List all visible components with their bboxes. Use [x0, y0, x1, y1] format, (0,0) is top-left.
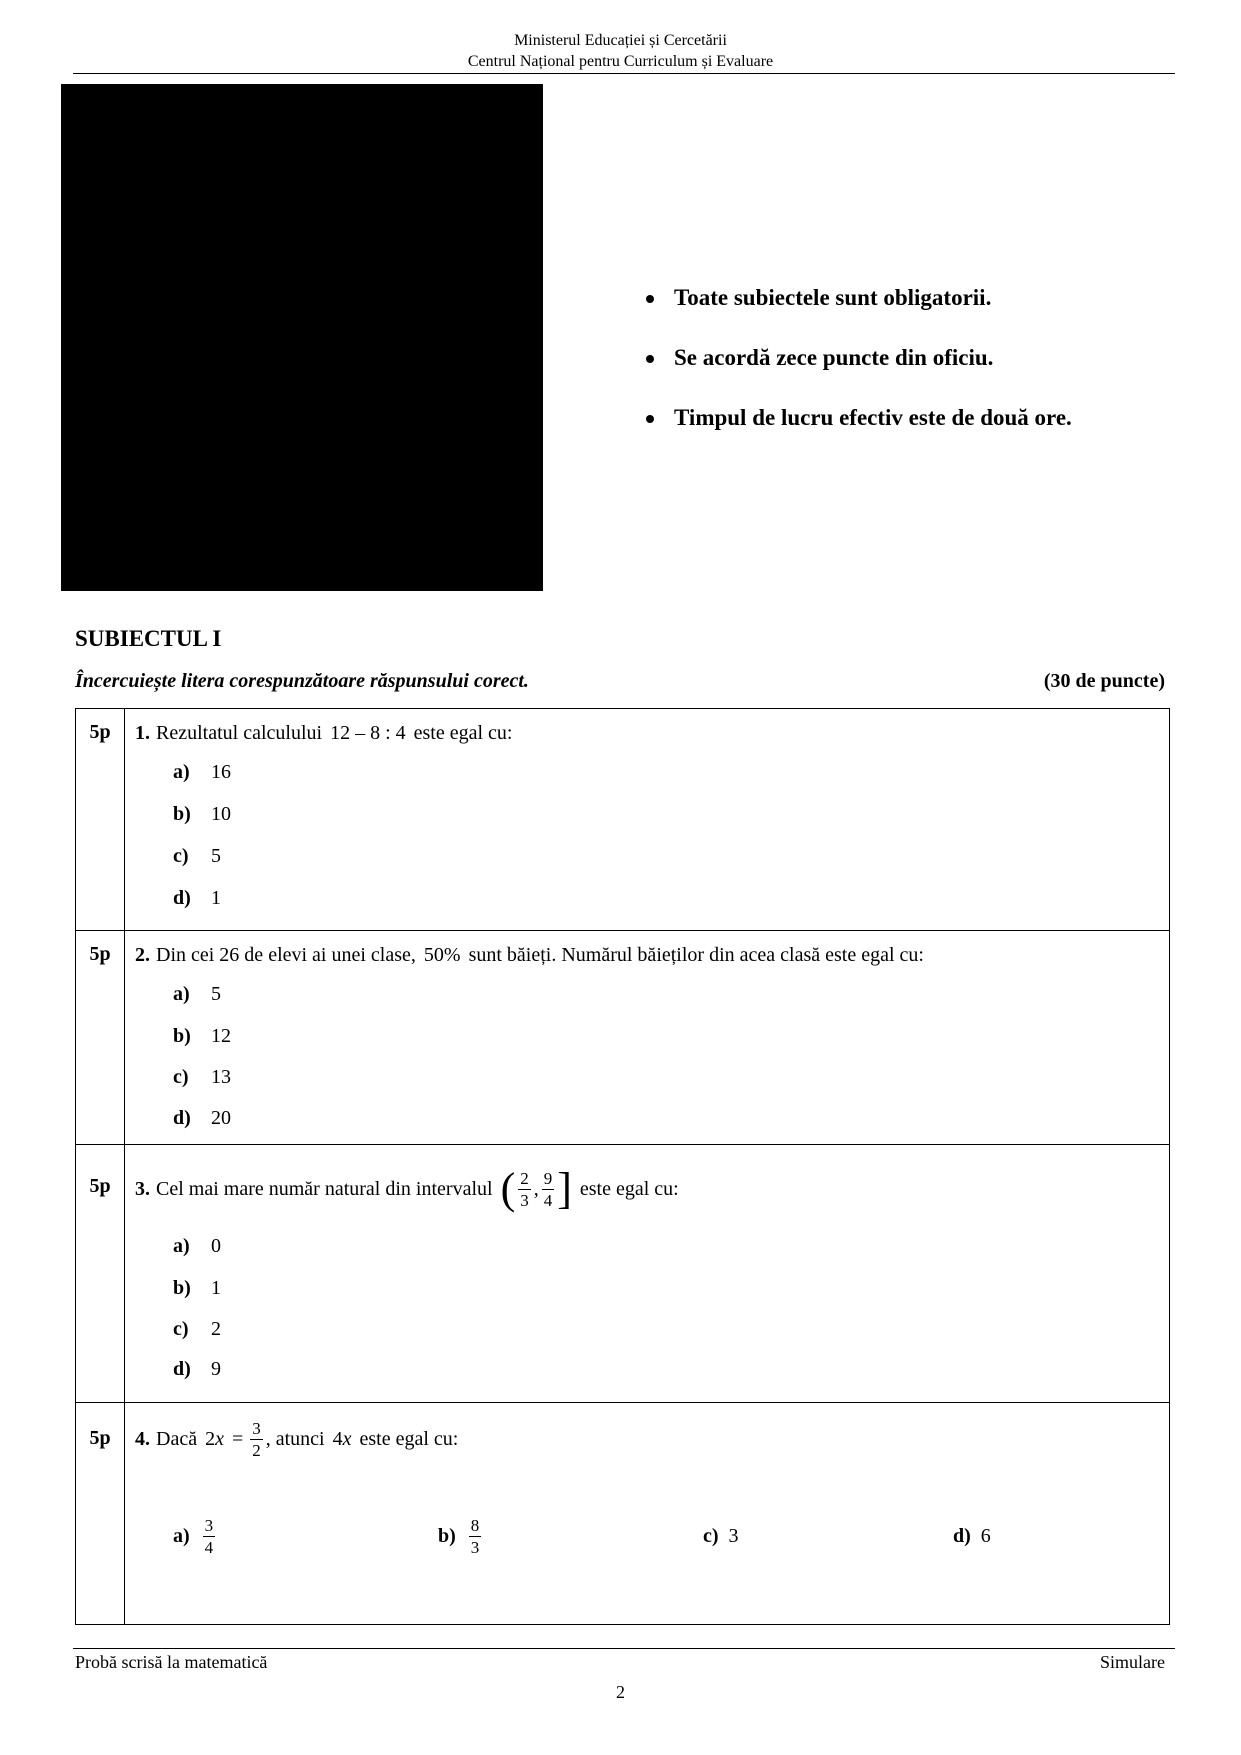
question-prompt: Rezultatul calculului — [156, 721, 323, 744]
answer-option[interactable] — [173, 1015, 1159, 1057]
instruction-item: Toate subiectele sunt obligatorii. — [646, 283, 1072, 343]
answer-options — [173, 1225, 1159, 1389]
question-body — [125, 931, 1170, 1145]
question-text — [135, 1157, 1159, 1221]
option-letter: d) — [953, 1525, 971, 1547]
header-rule — [73, 73, 1175, 74]
option-letter: d) — [173, 1106, 191, 1129]
general-instructions — [646, 283, 1072, 463]
answer-option[interactable] — [173, 1349, 1159, 1389]
option-value: 20 — [211, 1106, 231, 1129]
option-letter: a) — [173, 982, 190, 1005]
option-value: 16 — [211, 760, 231, 783]
option-letter: b) — [173, 1276, 191, 1299]
option-letter: d) — [173, 886, 191, 909]
option-value: 6 — [980, 1525, 991, 1547]
left-parenthesis: ( — [500, 1164, 516, 1213]
page-number: 2 — [616, 1682, 625, 1702]
fraction — [203, 1515, 216, 1558]
answer-options — [173, 1515, 1159, 1558]
numerator: 8 — [470, 1516, 480, 1535]
question-number: 3. — [135, 1177, 150, 1200]
denominator: 2 — [252, 1440, 261, 1460]
question-row — [76, 1403, 1170, 1625]
answer-option[interactable] — [173, 1097, 1159, 1139]
option-letter: a) — [173, 1525, 190, 1547]
math-expression: 12 – 8 : 4 — [330, 721, 406, 744]
equals-sign: = — [231, 1427, 244, 1450]
option-letter: b) — [438, 1525, 456, 1547]
question-number: 1. — [135, 721, 150, 744]
denominator: 3 — [520, 1190, 529, 1210]
option-letter: c) — [173, 844, 189, 867]
interval-comma: , — [533, 1177, 539, 1200]
center-name: Centrul Național pentru Curriculum și Evaluare — [467, 53, 774, 70]
question-points: 5p — [76, 931, 125, 1145]
footer-exam-name: Probă scrisă la matematică — [75, 1652, 268, 1672]
option-letter: b) — [173, 1024, 191, 1047]
answer-option[interactable] — [173, 1515, 438, 1558]
coefficient: 2 — [205, 1427, 216, 1450]
answer-option[interactable] — [173, 877, 1159, 919]
ministry-name: Ministerul Educației și Cercetării — [514, 32, 727, 49]
fraction — [518, 1168, 531, 1211]
option-value: 1 — [211, 1276, 221, 1299]
question-prompt: Cel mai mare număr natural din intervalul — [156, 1177, 493, 1200]
answer-option[interactable] — [173, 793, 1159, 835]
option-value: 2 — [211, 1317, 221, 1340]
option-value: 9 — [211, 1357, 221, 1380]
option-value: 5 — [211, 982, 221, 1005]
subject-points: (30 de puncte) — [1043, 670, 1165, 692]
redacted-block — [61, 84, 543, 591]
math-expression: 50% — [423, 943, 461, 966]
question-points: 5p — [76, 1403, 125, 1625]
answer-options — [173, 751, 1159, 919]
question-number: 2. — [135, 943, 150, 966]
answer-options — [173, 973, 1159, 1139]
instruction-item: Se acordă zece puncte din oficiu. — [646, 343, 1072, 403]
option-value: 5 — [211, 844, 221, 867]
option-value: 1 — [211, 886, 221, 909]
questions-table — [75, 708, 1170, 1625]
option-letter: c) — [173, 1065, 189, 1088]
question-number: 4. — [135, 1427, 150, 1450]
denominator: 4 — [204, 1538, 214, 1557]
answer-option[interactable] — [173, 1267, 1159, 1309]
option-letter: c) — [173, 1317, 189, 1340]
equation-lhs — [205, 1428, 224, 1451]
footer-rule — [73, 1648, 1175, 1649]
answer-option[interactable] — [173, 973, 1159, 1015]
option-value: 0 — [211, 1234, 221, 1257]
fraction — [250, 1418, 263, 1461]
answer-option[interactable] — [173, 751, 1159, 793]
option-letter: b) — [173, 802, 191, 825]
question-prompt-mid: , atunci — [265, 1427, 325, 1450]
question-row — [76, 1145, 1170, 1403]
question-points: 5p — [76, 1145, 125, 1403]
option-letter: a) — [173, 1234, 190, 1257]
right-bracket: ] — [557, 1164, 572, 1213]
footer-exam-type: Simulare — [1100, 1652, 1165, 1672]
question-prompt: Dacă — [156, 1427, 198, 1450]
question-text — [135, 1415, 1159, 1463]
numerator: 9 — [543, 1168, 553, 1188]
denominator: 3 — [470, 1538, 480, 1557]
option-value: 3 — [728, 1525, 739, 1547]
option-value: 12 — [211, 1024, 231, 1047]
question-body — [125, 1145, 1170, 1403]
fraction — [469, 1515, 482, 1558]
target-expression — [333, 1428, 352, 1451]
document-header — [0, 30, 1241, 72]
option-letter: a) — [173, 760, 190, 783]
subject-title: SUBIECTUL I — [75, 626, 222, 651]
question-prompt-end: este egal cu: — [579, 1177, 679, 1200]
subject-instruction: Încercuiește litera corespunzătoare răspunsului corect. — [75, 670, 529, 692]
question-prompt-end: este egal cu: — [413, 721, 513, 744]
answer-option[interactable] — [703, 1515, 953, 1558]
fraction — [542, 1168, 555, 1211]
question-text — [135, 721, 1159, 745]
variable: x — [215, 1427, 224, 1450]
answer-option[interactable] — [173, 1057, 1159, 1097]
variable: x — [342, 1427, 352, 1450]
answer-option[interactable] — [438, 1515, 703, 1558]
answer-option[interactable] — [953, 1515, 1073, 1558]
option-letter: c) — [703, 1525, 719, 1547]
question-points: 5p — [76, 709, 125, 931]
question-prompt: Din cei 26 de elevi ai unei clase, — [156, 943, 416, 966]
question-prompt-end: sunt băieți. Numărul băieților din acea clasă este egal cu: — [468, 943, 924, 966]
question-text — [135, 943, 1159, 967]
instruction-item: Timpul de lucru efectiv este de două ore. — [646, 403, 1072, 463]
option-value: 13 — [211, 1065, 231, 1088]
question-prompt-end: este egal cu: — [359, 1427, 459, 1450]
numerator: 3 — [204, 1516, 214, 1535]
subject-instruction-line — [75, 670, 1165, 693]
option-value: 10 — [211, 802, 231, 825]
numerator: 3 — [252, 1418, 261, 1438]
answer-option[interactable] — [173, 835, 1159, 877]
question-row — [76, 709, 1170, 931]
document-footer — [75, 1652, 1165, 1673]
denominator: 4 — [543, 1190, 553, 1210]
answer-option[interactable] — [173, 1309, 1159, 1349]
answer-option[interactable] — [173, 1225, 1159, 1267]
question-row — [76, 931, 1170, 1145]
numerator: 2 — [520, 1168, 529, 1188]
interval-expression — [500, 1164, 572, 1213]
question-body — [125, 1403, 1170, 1625]
coefficient: 4 — [332, 1427, 343, 1450]
question-body — [125, 709, 1170, 931]
option-letter: d) — [173, 1357, 191, 1380]
